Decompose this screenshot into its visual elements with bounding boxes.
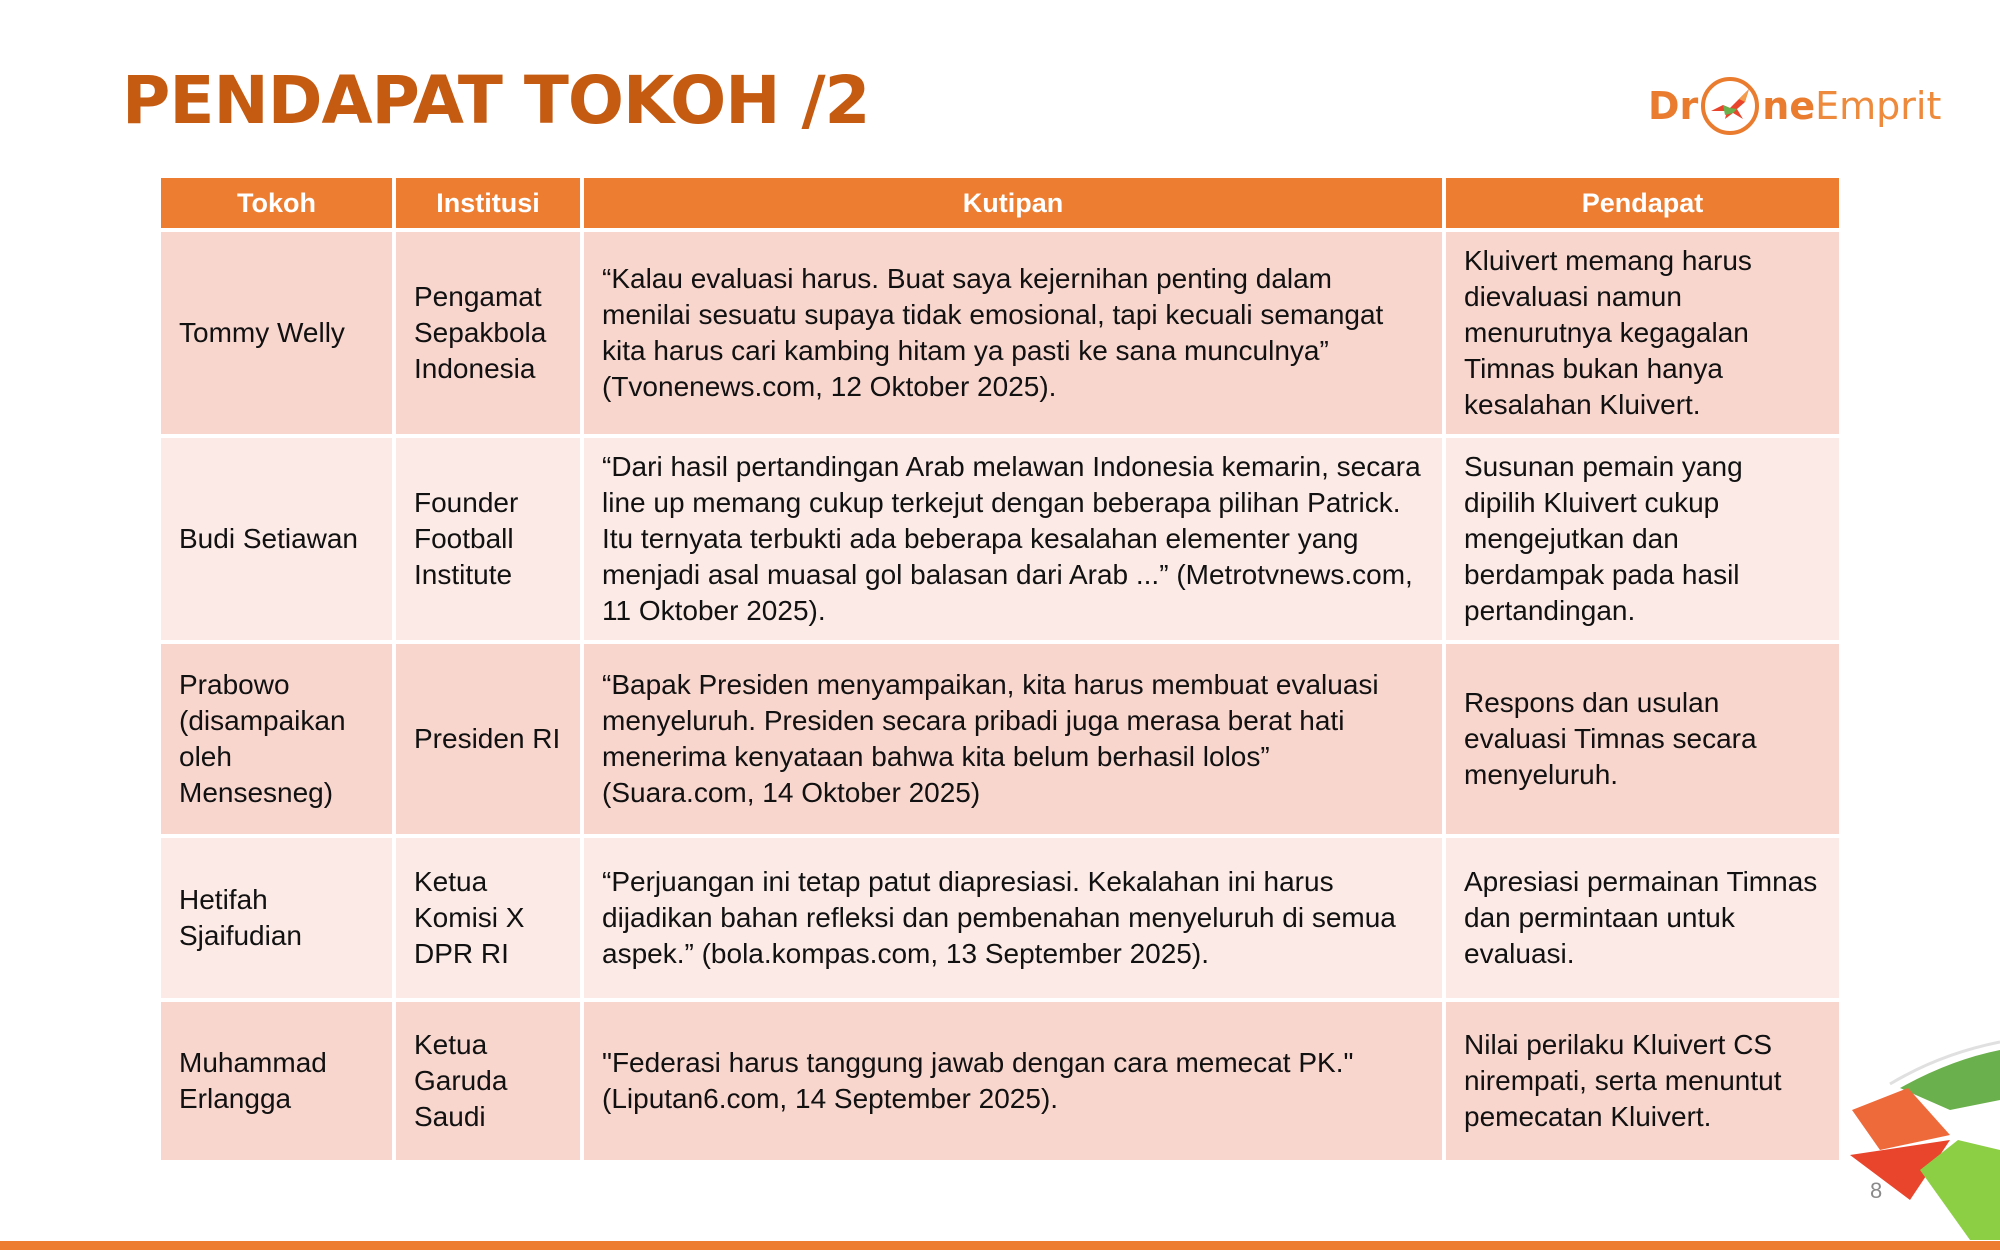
logo-text-ne: ne [1762,84,1816,128]
opinions-table [157,174,1843,1164]
cell-institusi: Pengamat Sepakbola Indonesia [396,232,580,434]
cell-institusi: Ketua Garuda Saudi [396,1002,580,1160]
cell-tokoh: Tommy Welly [161,232,392,434]
table-row [161,838,1839,998]
logo-text-emprit: Emprit [1815,84,1942,128]
table-row [161,644,1839,834]
cell-kutipan: “Bapak Presiden menyampaikan, kita harus membuat evaluasi menyeluruh. Presiden secara pribadi juga merasa berat hati menerima kenyataan bahwa kita belum berhasil lolos” (Suara.com, 14 Oktober 2025) [584,644,1442,834]
cell-kutipan: “Kalau evaluasi harus. Buat saya kejernihan penting dalam menilai sesuatu supaya tidak emosional, tapi kecuali semangat kita harus cari kambing hitam ya pasti ke sana munculnya” (Tvonenews.com, 12 Oktober 2025). [584,232,1442,434]
page-title: PENDAPAT TOKOH /2 [122,62,870,139]
cell-pendapat: Susunan pemain yang dipilih Kluivert cukup mengejutkan dan berdampak pada hasil pertandingan. [1446,438,1839,640]
cell-pendapat: Apresiasi permainan Timnas dan permintaan untuk evaluasi. [1446,838,1839,998]
table-row [161,438,1839,640]
cell-pendapat: Nilai perilaku Kluivert CS nirempati, serta menuntut pemecatan Kluivert. [1446,1002,1839,1160]
table-header-row [161,178,1839,228]
cell-institusi: Ketua Komisi X DPR RI [396,838,580,998]
cell-kutipan: “Dari hasil pertandingan Arab melawan Indonesia kemarin, secara line up memang cukup terkejut dengan beberapa pilihan Patrick. Itu ternyata terbukti ada beberapa kesalahan elementer yang menjadi asal muasal gol balasan dari Arab ...” (Metrotvnews.com, 11 Oktober 2025). [584,438,1442,640]
cell-institusi: Presiden RI [396,644,580,834]
logo-text-dr: Dr [1648,84,1699,128]
table-row [161,1002,1839,1160]
cell-kutipan: "Federasi harus tanggung jawab dengan cara memecat PK." (Liputan6.com, 14 September 2025). [584,1002,1442,1160]
cell-tokoh: Budi Setiawan [161,438,392,640]
header-pendapat: Pendapat [1446,178,1839,228]
drone-emprit-logo [1648,70,1941,142]
cell-pendapat: Respons dan usulan evaluasi Timnas secara menyeluruh. [1446,644,1839,834]
header-tokoh: Tokoh [161,178,392,228]
cell-tokoh: Hetifah Sjaifudian [161,838,392,998]
cell-tokoh: Muhammad Erlangga [161,1002,392,1160]
bird-in-circle-icon [1699,75,1761,137]
page-number: 8 [1870,1178,1883,1203]
header-kutipan: Kutipan [584,178,1442,228]
cell-kutipan: “Perjuangan ini tetap patut diapresiasi. Kekalahan ini harus dijadikan bahan refleksi dan pembenahan menyeluruh di semua aspek.” (bola.kompas.com, 13 September 2025). [584,838,1442,998]
table-row [161,232,1839,434]
corner-decoration-graphic [1840,1040,2000,1240]
bottom-accent-bar [0,1241,2000,1250]
cell-pendapat: Kluivert memang harus dievaluasi namun menurutnya kegagalan Timnas bukan hanya kesalahan Kluivert. [1446,232,1839,434]
cell-tokoh: Prabowo (disampaikan oleh Mensesneg) [161,644,392,834]
cell-institusi: Founder Football Institute [396,438,580,640]
header-institusi: Institusi [396,178,580,228]
